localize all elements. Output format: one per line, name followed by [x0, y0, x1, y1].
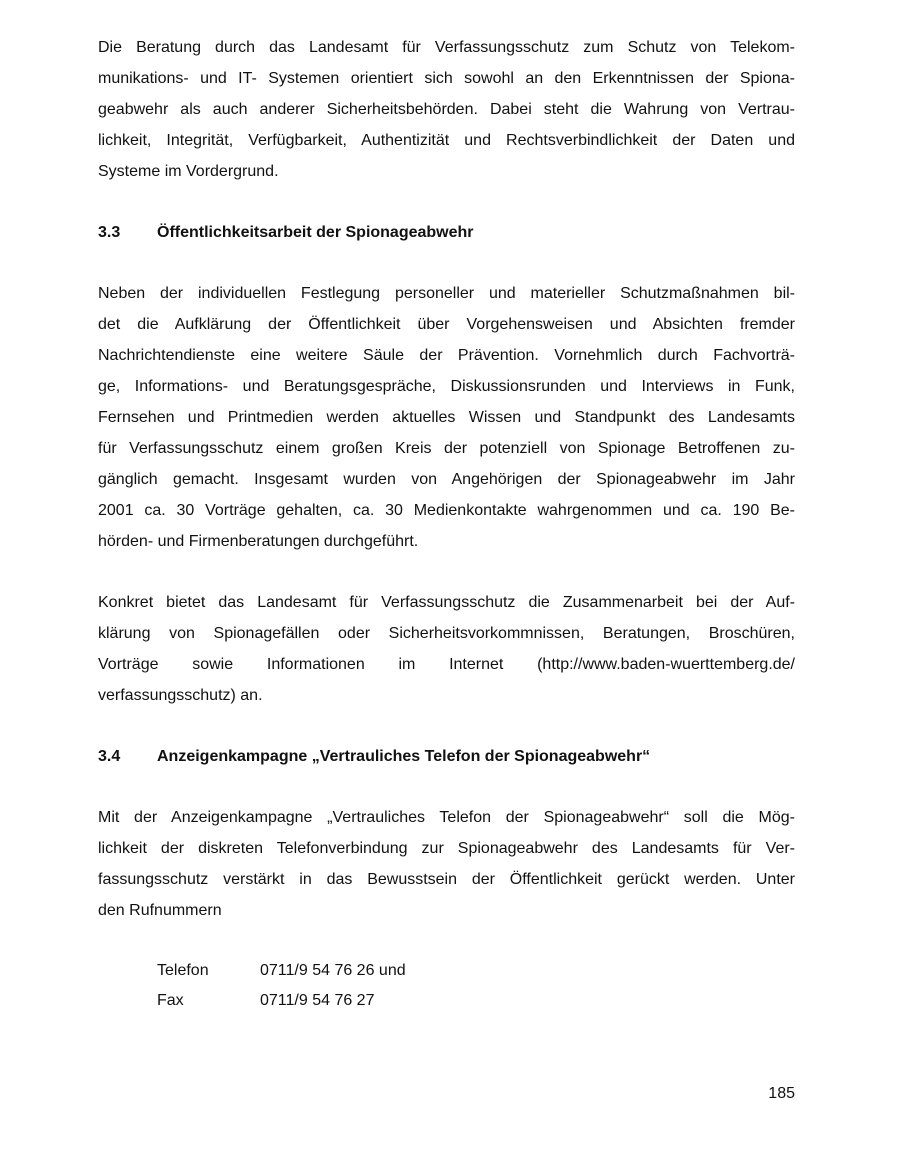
- body-text-line: Vorträge sowie Informationen im Internet (http://www.baden-wuerttemberg.de/: [98, 656, 795, 673]
- body-text-line: gänglich gemacht. Insgesamt wurden von Angehörigen der Spionageabwehr im Jahr: [98, 471, 795, 488]
- contact-value: 0711/9 54 76 27: [260, 992, 375, 1009]
- paragraph-zusammenarbeit: [98, 587, 795, 711]
- body-text-line: Mit der Anzeigenkampagne „Vertrauliches Telefon der Spionageabwehr“ soll die Mög-: [98, 809, 795, 826]
- section-heading-3-4: [98, 741, 795, 772]
- contact-row-fax: [157, 986, 795, 1016]
- contact-label: Fax: [157, 992, 184, 1009]
- body-text-line: verfassungsschutz) an.: [98, 687, 263, 704]
- contact-label: Telefon: [157, 962, 209, 979]
- body-text-line: Die Beratung durch das Landesamt für Verfassungsschutz zum Schutz von Telekom-: [98, 39, 795, 56]
- body-text-line: Konkret bietet das Landesamt für Verfassungsschutz die Zusammenarbeit bei der Auf-: [98, 594, 795, 611]
- heading-title: Öffentlichkeitsarbeit der Spionageabwehr: [157, 224, 474, 241]
- body-text-line: klärung von Spionagefällen oder Sicherheitsvorkommnissen, Beratungen, Broschüren,: [98, 625, 795, 642]
- body-text-line: hörden- und Firmenberatungen durchgeführt.: [98, 533, 419, 550]
- paragraph-it-beratung: [98, 32, 795, 187]
- heading-title: Anzeigenkampagne „Vertrauliches Telefon der Spionageabwehr“: [157, 748, 651, 765]
- paragraph-anzeigenkampagne: [98, 802, 795, 926]
- body-text-line: munikations- und IT- Systemen orientiert sich sowohl an den Erkenntnissen der Spiona-: [98, 70, 795, 87]
- body-text-line: det die Aufklärung der Öffentlichkeit über Vorgehensweisen und Absichten fremder: [98, 316, 795, 333]
- text-block: [98, 32, 795, 1016]
- body-text-line: Neben der individuellen Festlegung personeller und materieller Schutzmaßnahmen bil-: [98, 285, 795, 302]
- body-text-line: Fernsehen und Printmedien werden aktuelles Wissen und Standpunkt des Landesamts: [98, 409, 795, 426]
- body-text-line: geabwehr als auch anderer Sicherheitsbehörden. Dabei steht die Wahrung von Vertrau-: [98, 101, 795, 118]
- page-number: 185: [768, 1085, 795, 1102]
- paragraph-oeffentlichkeitsarbeit: [98, 278, 795, 557]
- body-text-line: lichkeit, Integrität, Verfügbarkeit, Authentizität und Rechtsverbindlichkeit der Daten und: [98, 132, 795, 149]
- contact-row-telefon: [157, 956, 795, 986]
- body-text-line: lichkeit der diskreten Telefonverbindung zur Spionageabwehr des Landesamts für Ver-: [98, 840, 795, 857]
- contact-numbers: [157, 956, 795, 1016]
- body-text-line: Nachrichtendienste eine weitere Säule der Prävention. Vornehmlich durch Fachvorträ-: [98, 347, 795, 364]
- body-text-line: fassungsschutz verstärkt in das Bewusstsein der Öffentlichkeit gerückt werden. Unter: [98, 871, 795, 888]
- contact-value: 0711/9 54 76 26 und: [260, 962, 406, 979]
- body-text-line: 2001 ca. 30 Vorträge gehalten, ca. 30 Medienkontakte wahrgenommen und ca. 190 Be-: [98, 502, 795, 519]
- heading-number: 3.4: [98, 748, 121, 765]
- body-text-line: den Rufnummern: [98, 902, 222, 919]
- body-text-line: ge, Informations- und Beratungsgespräche, Diskussionsrunden und Interviews in Funk,: [98, 378, 795, 395]
- body-text-line: für Verfassungsschutz einem großen Kreis der potenziell von Spionage Betroffenen zu-: [98, 440, 795, 457]
- section-heading-3-3: [98, 217, 795, 248]
- body-text-line: Systeme im Vordergrund.: [98, 163, 279, 180]
- heading-number: 3.3: [98, 224, 121, 241]
